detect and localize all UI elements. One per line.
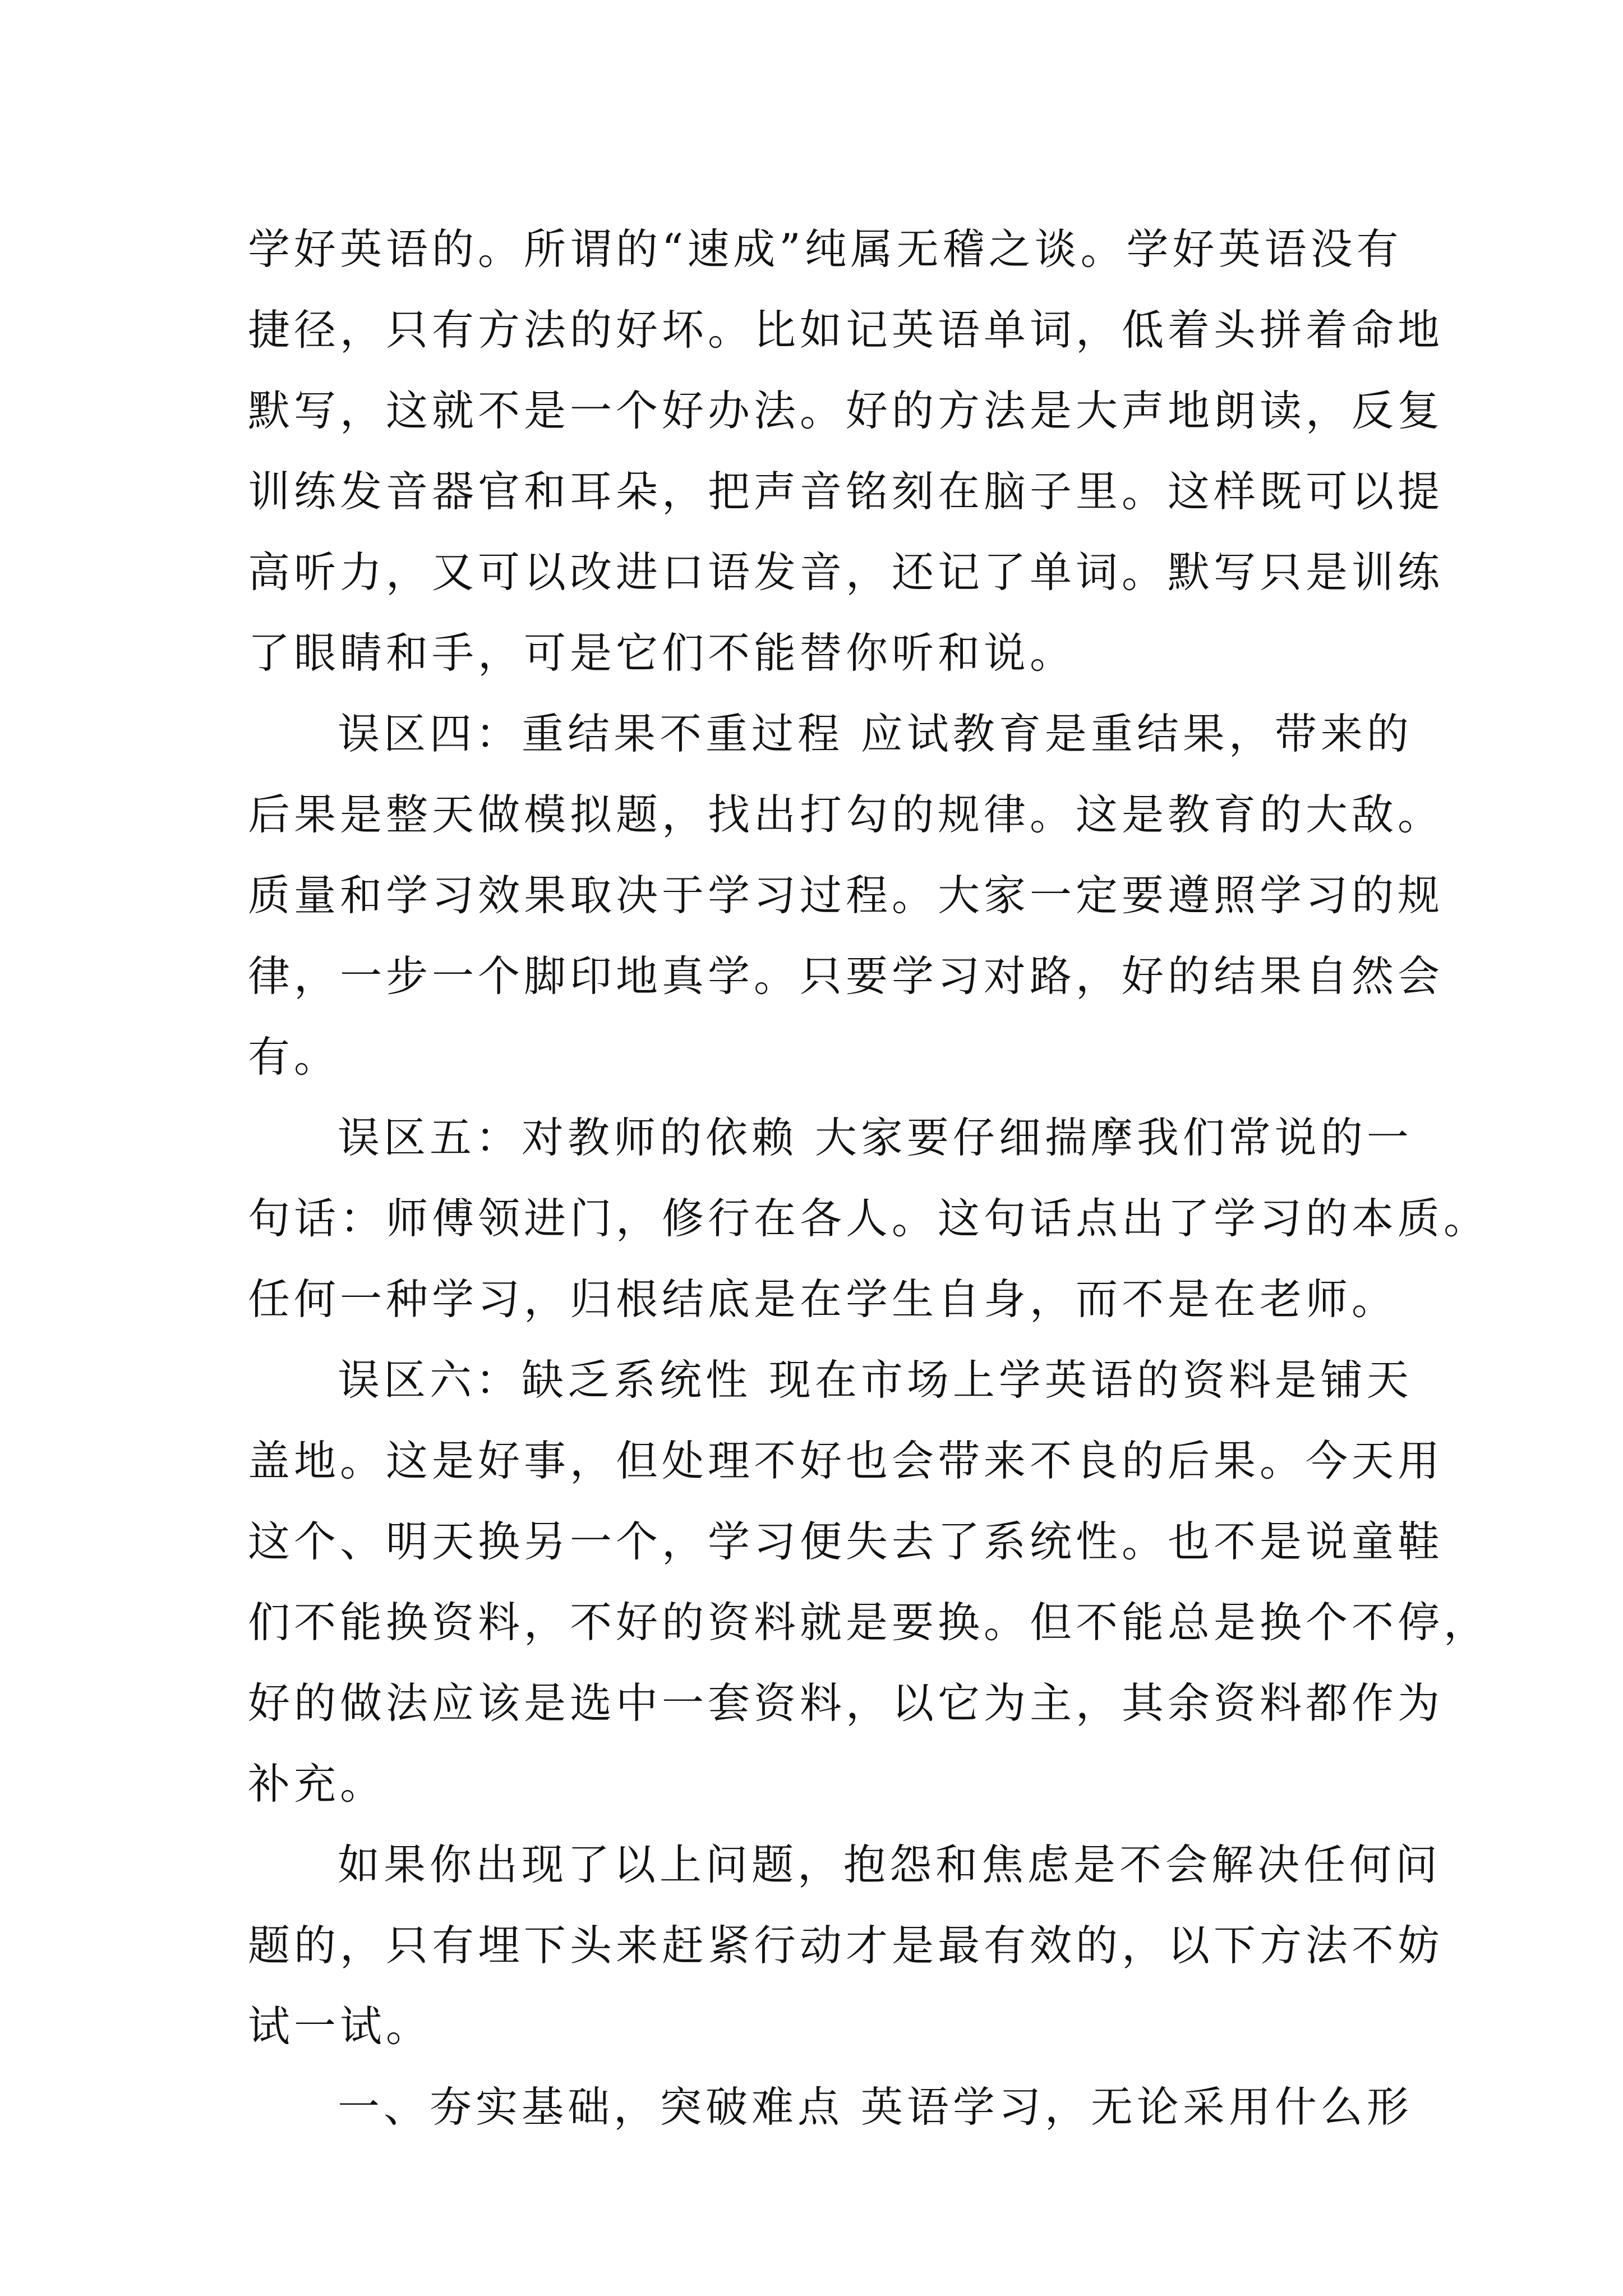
section-heading-line: 一、夯实基础，突破难点 英语学习，无论采用什么形	[338, 2082, 1413, 2132]
text-line: 学好英语的。所谓的“速成”纯属无稽之谈。学好英语没有	[248, 224, 1403, 274]
document-body	[248, 209, 1490, 2147]
text-line: 这个、明天换另一个，学习便失去了系统性。也不是说童鞋	[248, 1517, 1444, 1566]
text-line: 质量和学习效果取决于学习过程。大家一定要遵照学习的规	[248, 871, 1444, 920]
text-line: 补充。	[248, 1759, 386, 1809]
text-line: 有。	[248, 1032, 340, 1082]
text-line: 句话：师傅领进门，修行在各人。这句话点出了学习的本质。	[248, 1194, 1490, 1243]
text-line: 任何一种学习，归根结底是在学生自身，而不是在老师。	[248, 1274, 1398, 1324]
text-line: 盖地。这是好事，但处理不好也会带来不良的后果。今天用	[248, 1436, 1444, 1485]
text-line: 训练发音器官和耳朵，把声音铭刻在脑子里。这样既可以提	[248, 467, 1444, 516]
text-line: 高听力，又可以改进口语发音，还记了单词。默写只是训练	[248, 547, 1444, 597]
paragraph-heading-line: 误区六：缺乏系统性 现在市场上学英语的资料是铺天	[338, 1355, 1413, 1405]
text-line: 后果是整天做模拟题，找出打勾的规律。这是教育的大敌。	[248, 790, 1444, 839]
text-line: 们不能换资料，不好的资料就是要换。但不能总是换个不停，	[248, 1598, 1490, 1647]
text-line: 默写，这就不是一个好办法。好的方法是大声地朗读，反复	[248, 386, 1444, 435]
text-line: 题的，只有埋下头来赶紧行动才是最有效的，以下方法不妨	[248, 1921, 1444, 1970]
text-line: 律，一步一个脚印地真学。只要学习对路，好的结果自然会	[248, 951, 1444, 1001]
text-line: 好的做法应该是选中一套资料，以它为主，其余资料都作为	[248, 1678, 1444, 1728]
text-line: 捷径，只有方法的好坏。比如记英语单词，低着头拼着命地	[248, 305, 1444, 355]
paragraph-heading-line: 误区五：对教师的依赖 大家要仔细揣摩我们常说的一	[338, 1113, 1413, 1162]
text-line: 了眼睛和手，可是它们不能替你听和说。	[248, 628, 1076, 678]
paragraph-start-line: 如果你出现了以上问题，抱怨和焦虑是不会解决任何问	[338, 1840, 1442, 1889]
text-line: 试一试。	[248, 2001, 432, 2051]
paragraph-heading-line: 误区四：重结果不重过程 应试教育是重结果，带来的	[338, 709, 1413, 758]
